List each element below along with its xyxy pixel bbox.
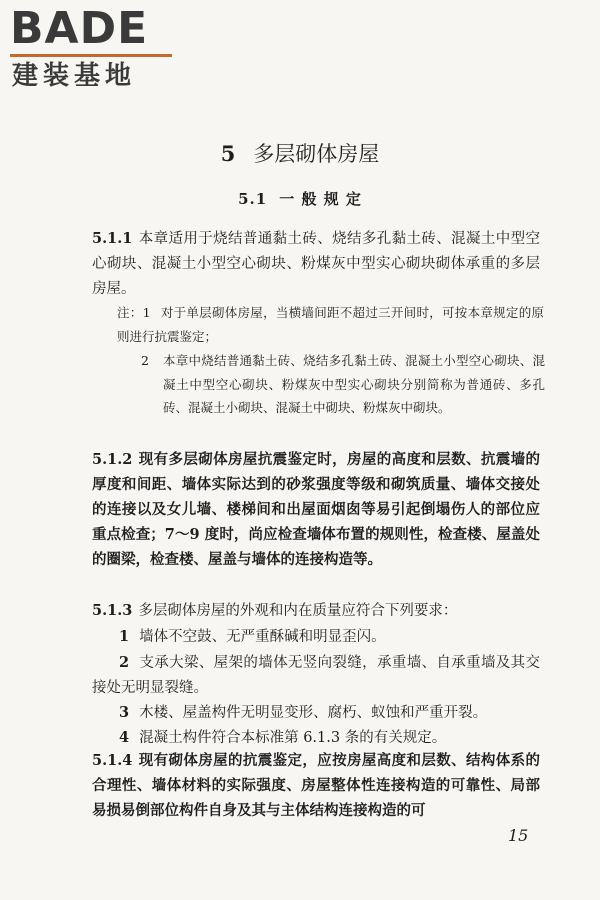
bade-logo xyxy=(10,4,180,96)
note-label: 注： xyxy=(117,305,143,320)
item-text: 木楼、屋盖构件无明显变形、腐朽、蚁蚀和严重开裂。 xyxy=(139,705,488,721)
clause-5-1-2 xyxy=(92,447,540,572)
section-title: 一 般 规 定 xyxy=(279,190,362,208)
chapter-title: 多层砌体房屋 xyxy=(253,142,380,166)
list-item xyxy=(92,700,540,726)
list-item xyxy=(92,650,540,701)
list-item xyxy=(92,624,540,650)
item-text: 支承大梁、屋架的墙体无竖向裂缝，承重墙、自承重墙及其交接处无明显裂缝。 xyxy=(92,655,540,696)
clause-text: 本章适用于烧结普通黏土砖、烧结多孔黏土砖、混凝土中型空心砌块、混凝土小型空心砌块、粉煤灰中型实心砌块砌体承重的多层房屋。 xyxy=(92,231,540,297)
clause-number: 5.1.2 xyxy=(92,451,133,468)
item-text: 墙体不空鼓、无严重酥碱和明显歪闪。 xyxy=(139,629,386,645)
note-number: 2 xyxy=(141,353,149,368)
section-heading xyxy=(0,188,600,210)
logo-wordmark: BADE xyxy=(10,3,149,54)
chapter-heading xyxy=(0,140,600,168)
item-number: 4 xyxy=(119,729,130,746)
note-number: 1 xyxy=(142,305,151,320)
clause-5-1-4 xyxy=(92,748,540,823)
item-number: 2 xyxy=(119,654,130,671)
note-text: 本章中烧结普通黏土砖、烧结多孔黏土砖、混凝土小型空心砌块、混凝土中型空心砌块、粉煤灰中型实心砌块分别简称为普通砖、多孔砖、混凝土小砌块、混凝土中砌块、粉煤灰中砌块。 xyxy=(163,353,545,415)
page-number: 15 xyxy=(508,826,529,845)
clause-text: 现有多层砌体房屋抗震鉴定时，房屋的高度和层数、抗震墙的厚度和间距、墙体实际达到的砂浆强度等级和砌筑质量、墙体交接处的连接以及女儿墙、楼梯间和出屋面烟囱等易引起倒塌伤人的部位应重点检查；7～9 度时，尚应检查墙体布置的规则性，检查楼、屋盖处的圈梁，检查楼、屋盖与墙体的连接构造等。 xyxy=(92,451,540,568)
note-text: 对于单层砌体房屋，当横墙间距不超过三开间时，可按本章规定的原则进行抗震鉴定； xyxy=(117,305,544,344)
logo-subtitle: 建装基地 xyxy=(12,61,137,91)
chapter-number: 5 xyxy=(220,141,236,166)
note-2 xyxy=(141,349,545,420)
item-number: 1 xyxy=(119,628,130,645)
clause-5-1-3 xyxy=(92,598,540,624)
item-number: 3 xyxy=(119,704,130,721)
clause-text: 现有砌体房屋的抗震鉴定，应按房屋高度和层数、结构体系的合理性、墙体材料的实际强度、房屋整体性连接构造的可靠性、局部易损易倒部位构件自身及其与主体结构连接构造的可 xyxy=(92,752,540,819)
item-text: 混凝土构件符合本标准第 6.1.3 条的有关规定。 xyxy=(139,730,447,746)
section-number: 5.1 xyxy=(238,190,268,208)
clause-5-1-1 xyxy=(92,226,540,302)
note-1 xyxy=(117,301,544,348)
logo-accent-bar xyxy=(10,54,172,57)
clause-text: 多层砌体房屋的外观和内在质量应符合下列要求： xyxy=(138,603,458,619)
clause-number: 5.1.3 xyxy=(92,602,133,619)
clause-number: 5.1.1 xyxy=(92,230,133,247)
clause-number: 5.1.4 xyxy=(92,752,133,769)
